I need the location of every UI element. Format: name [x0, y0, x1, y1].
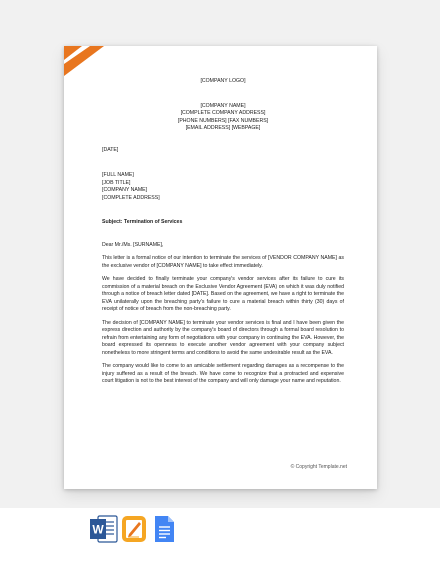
letter-paragraph: The decision of [COMPANY NAME] to terminate your vendor services is final and I have been given the express direction and authority by the company's board of directors through a formal board resolution to refrain from entertaining any form of negotiations with your company in continuing the EVA. However, the board expressed its openness to execute another vendor agreement with your company subject nonetheless to more stringent terms and conditions to avoid the same undesirable result as the EVA. — [102, 319, 344, 356]
google-docs-icon[interactable] — [150, 514, 178, 544]
recipient-full-name: [FULL NAME] — [102, 172, 134, 178]
recipient-company: [COMPANY NAME] — [102, 187, 148, 193]
company-phone-fax: [PHONE NUMBERS] [FAX NUMBERS] — [177, 117, 269, 124]
pages-icon[interactable] — [120, 514, 148, 544]
svg-text:W: W — [92, 522, 104, 537]
copyright-notice: © Copyright Template.net — [290, 464, 347, 470]
company-name: [COMPANY NAME] — [200, 102, 246, 109]
letter-paragraph: This letter is a formal notice of our intention to terminate the services of [VENDOR COMPANY NAME] as the exclusive vendor of [COMPANY NAME] to take effect immediately. — [102, 255, 344, 269]
letter-subject: Subject: Termination of Services — [102, 219, 183, 225]
letter-body — [102, 78, 344, 386]
letter-paragraph: We have decided to finally terminate your company's vendor services after its failure to cure its commission of a material breach on the Exclusive Vendor Agreement (EVA) on which it was duly notified through a notice of breach letter dated [DATE]. Based on the agreement, we have a right to terminate the EVA unilaterally upon the breaching party's failure to cure a material breach within thirty (30) days of receipt of notice of breach from the non-breaching party. — [102, 276, 344, 312]
letter-paragraph: The company would like to come to an amicable settlement regarding damages as a recompense to the injury suffered as a result of the breach. We have come to recognize that a protracted and expensive court litigation is not to the best interest of the company and will only damage your name and reputation. — [102, 363, 344, 384]
company-address: [COMPLETE COMPANY ADDRESS] — [180, 110, 266, 116]
recipient-block — [102, 172, 344, 202]
recipient-job-title: [JOB TITLE] — [102, 179, 131, 186]
company-logo-placeholder: [COMPANY LOGO] — [200, 78, 246, 84]
letter-date: [DATE] — [102, 146, 119, 153]
recipient-address: [COMPLETE ADDRESS] — [102, 194, 160, 201]
company-email-web: [EMAIL ADDRESS] [WEBPAGE] — [185, 125, 261, 131]
ribbon-corner-icon — [64, 46, 104, 76]
document-page — [64, 46, 377, 489]
letter-salutation: Dear Mr./Ms. [SURNAME], — [102, 241, 164, 248]
company-block — [102, 103, 344, 133]
word-icon[interactable] — [90, 514, 118, 544]
